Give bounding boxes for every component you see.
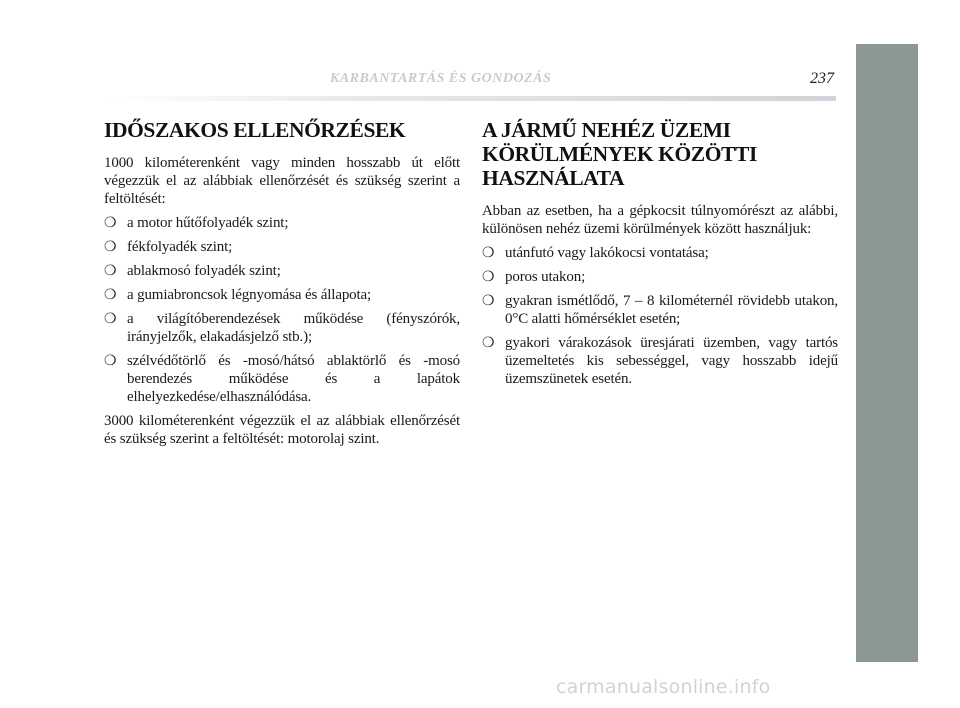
- list-item: [482, 334, 838, 388]
- circle-bullet-icon: ❍: [482, 269, 495, 285]
- list-item-text: szélvédőtörlő és -mosó/hátsó ablaktörlő és -mosó berendezés működése és a lapátok elhelyezkedése/elhasználódása.: [127, 353, 460, 405]
- right-column: [482, 118, 838, 394]
- list-item: [104, 310, 460, 346]
- left-checklist: [104, 214, 460, 406]
- left-section-heading: IDŐSZAKOS ELLENŐRZÉSEK: [104, 118, 406, 142]
- right-condition-list: [482, 244, 838, 388]
- circle-bullet-icon: ❍: [104, 239, 117, 255]
- list-item: [482, 244, 838, 262]
- list-item: [104, 262, 460, 280]
- list-item-text: a motor hűtőfolyadék szint;: [127, 215, 289, 231]
- site-watermark: carmanualsonline.info: [556, 676, 771, 698]
- list-item: [104, 352, 460, 406]
- running-header-title: KARBANTARTÁS ÉS GONDOZÁS: [330, 71, 552, 86]
- left-intro-paragraph: 1000 kilométerenként vagy minden hosszabb út előtt végezzük el az alábbiak ellenőrzését és szükség szerint a feltöltését:: [104, 155, 460, 207]
- circle-bullet-icon: ❍: [482, 245, 495, 261]
- heading-line: KÖRÜLMÉNYEK KÖZÖTTI: [482, 142, 757, 166]
- heading-line: HASZNÁLATA: [482, 166, 625, 190]
- list-item-text: fékfolyadék szint;: [127, 239, 233, 255]
- list-item: [104, 214, 460, 232]
- circle-bullet-icon: ❍: [482, 293, 495, 309]
- list-item: [104, 238, 460, 256]
- right-intro-paragraph: Abban az esetben, ha a gépkocsit túlnyomórészt az alábbi, különösen nehéz üzemi körülmények között használjuk:: [482, 203, 838, 237]
- list-item: [482, 268, 838, 286]
- list-item-text: ablakmosó folyadék szint;: [127, 263, 281, 279]
- list-item: [104, 286, 460, 304]
- circle-bullet-icon: ❍: [104, 311, 117, 327]
- page-number: 237: [810, 70, 834, 87]
- list-item-text: gyakori várakozások üresjárati üzemben, vagy tartós üzemeltetés kis sebességgel, vagy hosszabb idejű üzemszünetek esetén.: [505, 335, 838, 387]
- circle-bullet-icon: ❍: [104, 215, 117, 231]
- right-section-heading: [482, 118, 838, 190]
- circle-bullet-icon: ❍: [482, 335, 495, 351]
- circle-bullet-icon: ❍: [104, 353, 117, 369]
- left-outro-paragraph: 3000 kilométerenként végezzük el az alábbiak ellenőrzését és szükség szerint a feltöltését: motorolaj szint.: [104, 413, 460, 447]
- list-item-text: gyakran ismétlődő, 7 – 8 kilométernél rövidebb utakon, 0°C alatti hőmérséklet esetén;: [505, 293, 838, 327]
- header-rule: [104, 96, 836, 101]
- circle-bullet-icon: ❍: [104, 287, 117, 303]
- list-item: [482, 292, 838, 328]
- section-side-tab: [856, 44, 918, 662]
- list-item-text: a gumiabroncsok légnyomása és állapota;: [127, 287, 372, 303]
- list-item-text: poros utakon;: [505, 269, 586, 285]
- list-item-text: utánfutó vagy lakókocsi vontatása;: [505, 245, 709, 261]
- circle-bullet-icon: ❍: [104, 263, 117, 279]
- heading-line: A JÁRMŰ NEHÉZ ÜZEMI: [482, 118, 731, 142]
- list-item-text: a világítóberendezések működése (fényszórók, irányjelzők, elakadásjelző stb.);: [127, 311, 460, 345]
- left-column: [104, 118, 460, 454]
